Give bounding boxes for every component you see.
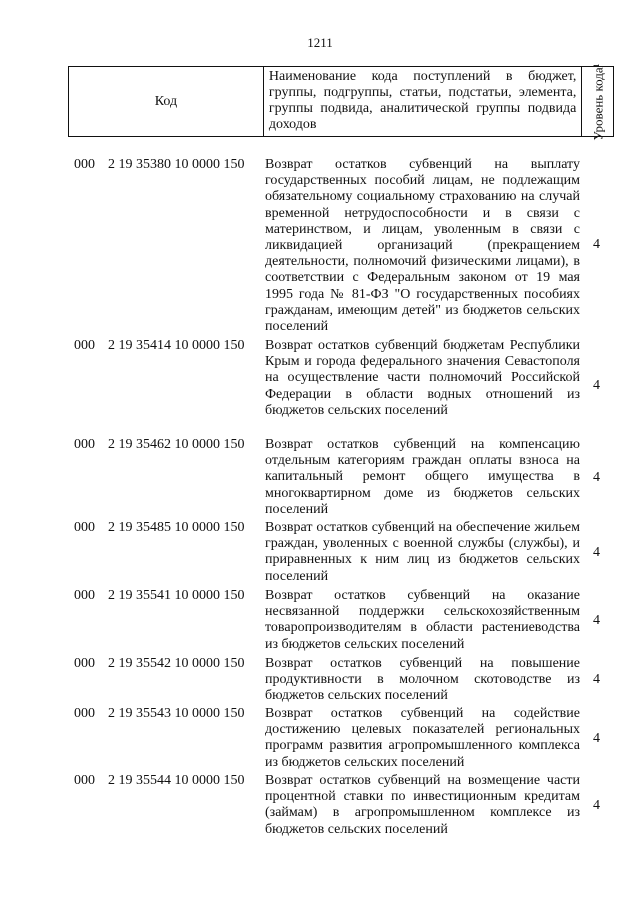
page-number: 1211 <box>307 35 333 50</box>
row-description: Возврат остатков субвенций на содействие достижению целевых показателей региональных программ развития агропромышленного комплекса из бюджетов сельских поселений <box>265 706 580 770</box>
row-income-code: 2 19 35544 10 0000 150 <box>108 773 245 788</box>
row-description: Возврат остатков субвенций на компенсацию отдельным категориям граждан оплаты взноса на капитальный ремонт общего имущества в многоквартирном доме из бюджетов сельских поселений <box>265 437 580 517</box>
row-level: 4 <box>593 798 600 813</box>
row-admin-code: 000 <box>74 588 95 603</box>
row-description: Возврат остатков субвенций на возмещение части процентной ставки по инвестиционным кредитам (займам) в агропромышленном комплексе из бюджетов сельских поселений <box>265 773 580 837</box>
row-description: Возврат остатков субвенций на оказание несвязанной поддержки сельскохозяйственным товаропроизводителям в области растениеводства из бюджетов сельских поселений <box>265 588 580 652</box>
row-income-code: 2 19 35543 10 0000 150 <box>108 706 245 721</box>
row-income-code: 2 19 35485 10 0000 150 <box>108 520 245 535</box>
header-level: Уровень кода¹ <box>590 62 606 141</box>
header-code: Код <box>69 67 264 137</box>
row-admin-code: 000 <box>74 157 95 172</box>
row-income-code: 2 19 35414 10 0000 150 <box>108 338 245 353</box>
row-level: 4 <box>593 237 600 252</box>
table-header <box>68 62 614 141</box>
row-level: 4 <box>593 613 600 628</box>
header-level-cell <box>582 62 614 141</box>
row-income-code: 2 19 35462 10 0000 150 <box>108 437 245 452</box>
row-admin-code: 000 <box>74 656 95 671</box>
row-admin-code: 000 <box>74 338 95 353</box>
row-income-code: 2 19 35380 10 0000 150 <box>108 157 245 172</box>
row-description: Возврат остатков субвенций на выплату государственных пособий лицам, не подлежащим обязательному социальному страхованию на случай временной нетрудоспособности и в связи с материнством, и лицам, уволенным в связи с ликвидацией организаций (прекращением деятельности, полномочий физическими лицами), в соответствии с Федеральным законом от 19 мая 1995 года № 81-ФЗ "О государственных пособиях гражданам, имеющим детей" из бюджетов сельских поселений <box>265 157 580 335</box>
row-admin-code: 000 <box>74 520 95 535</box>
row-income-code: 2 19 35541 10 0000 150 <box>108 588 245 603</box>
row-admin-code: 000 <box>74 706 95 721</box>
row-admin-code: 000 <box>74 437 95 452</box>
row-level: 4 <box>593 672 600 687</box>
header-name: Наименование кода поступлений в бюджет, группы, подгруппы, статьи, подстатьи, элемента, группы подвида, аналитической группы подвида доходов <box>263 67 581 137</box>
row-level: 4 <box>593 470 600 485</box>
row-admin-code: 000 <box>74 773 95 788</box>
row-level: 4 <box>593 731 600 746</box>
row-description: Возврат остатков субвенций бюджетам Республики Крым и города федерального значения Севастополя на осуществление части полномочий Российской Федерации в области водных отношений из бюджетов сельских поселений <box>265 338 580 418</box>
row-level: 4 <box>593 545 600 560</box>
row-description: Возврат остатков субвенций на обеспечение жильем граждан, уволенных с военной службы (службы), и приравненных к ним лиц из бюджетов сельских поселений <box>265 520 580 584</box>
row-description: Возврат остатков субвенций на повышение продуктивности в молочном скотоводстве из бюджетов сельских поселений <box>265 656 580 704</box>
row-level: 4 <box>593 378 600 393</box>
row-income-code: 2 19 35542 10 0000 150 <box>108 656 245 671</box>
